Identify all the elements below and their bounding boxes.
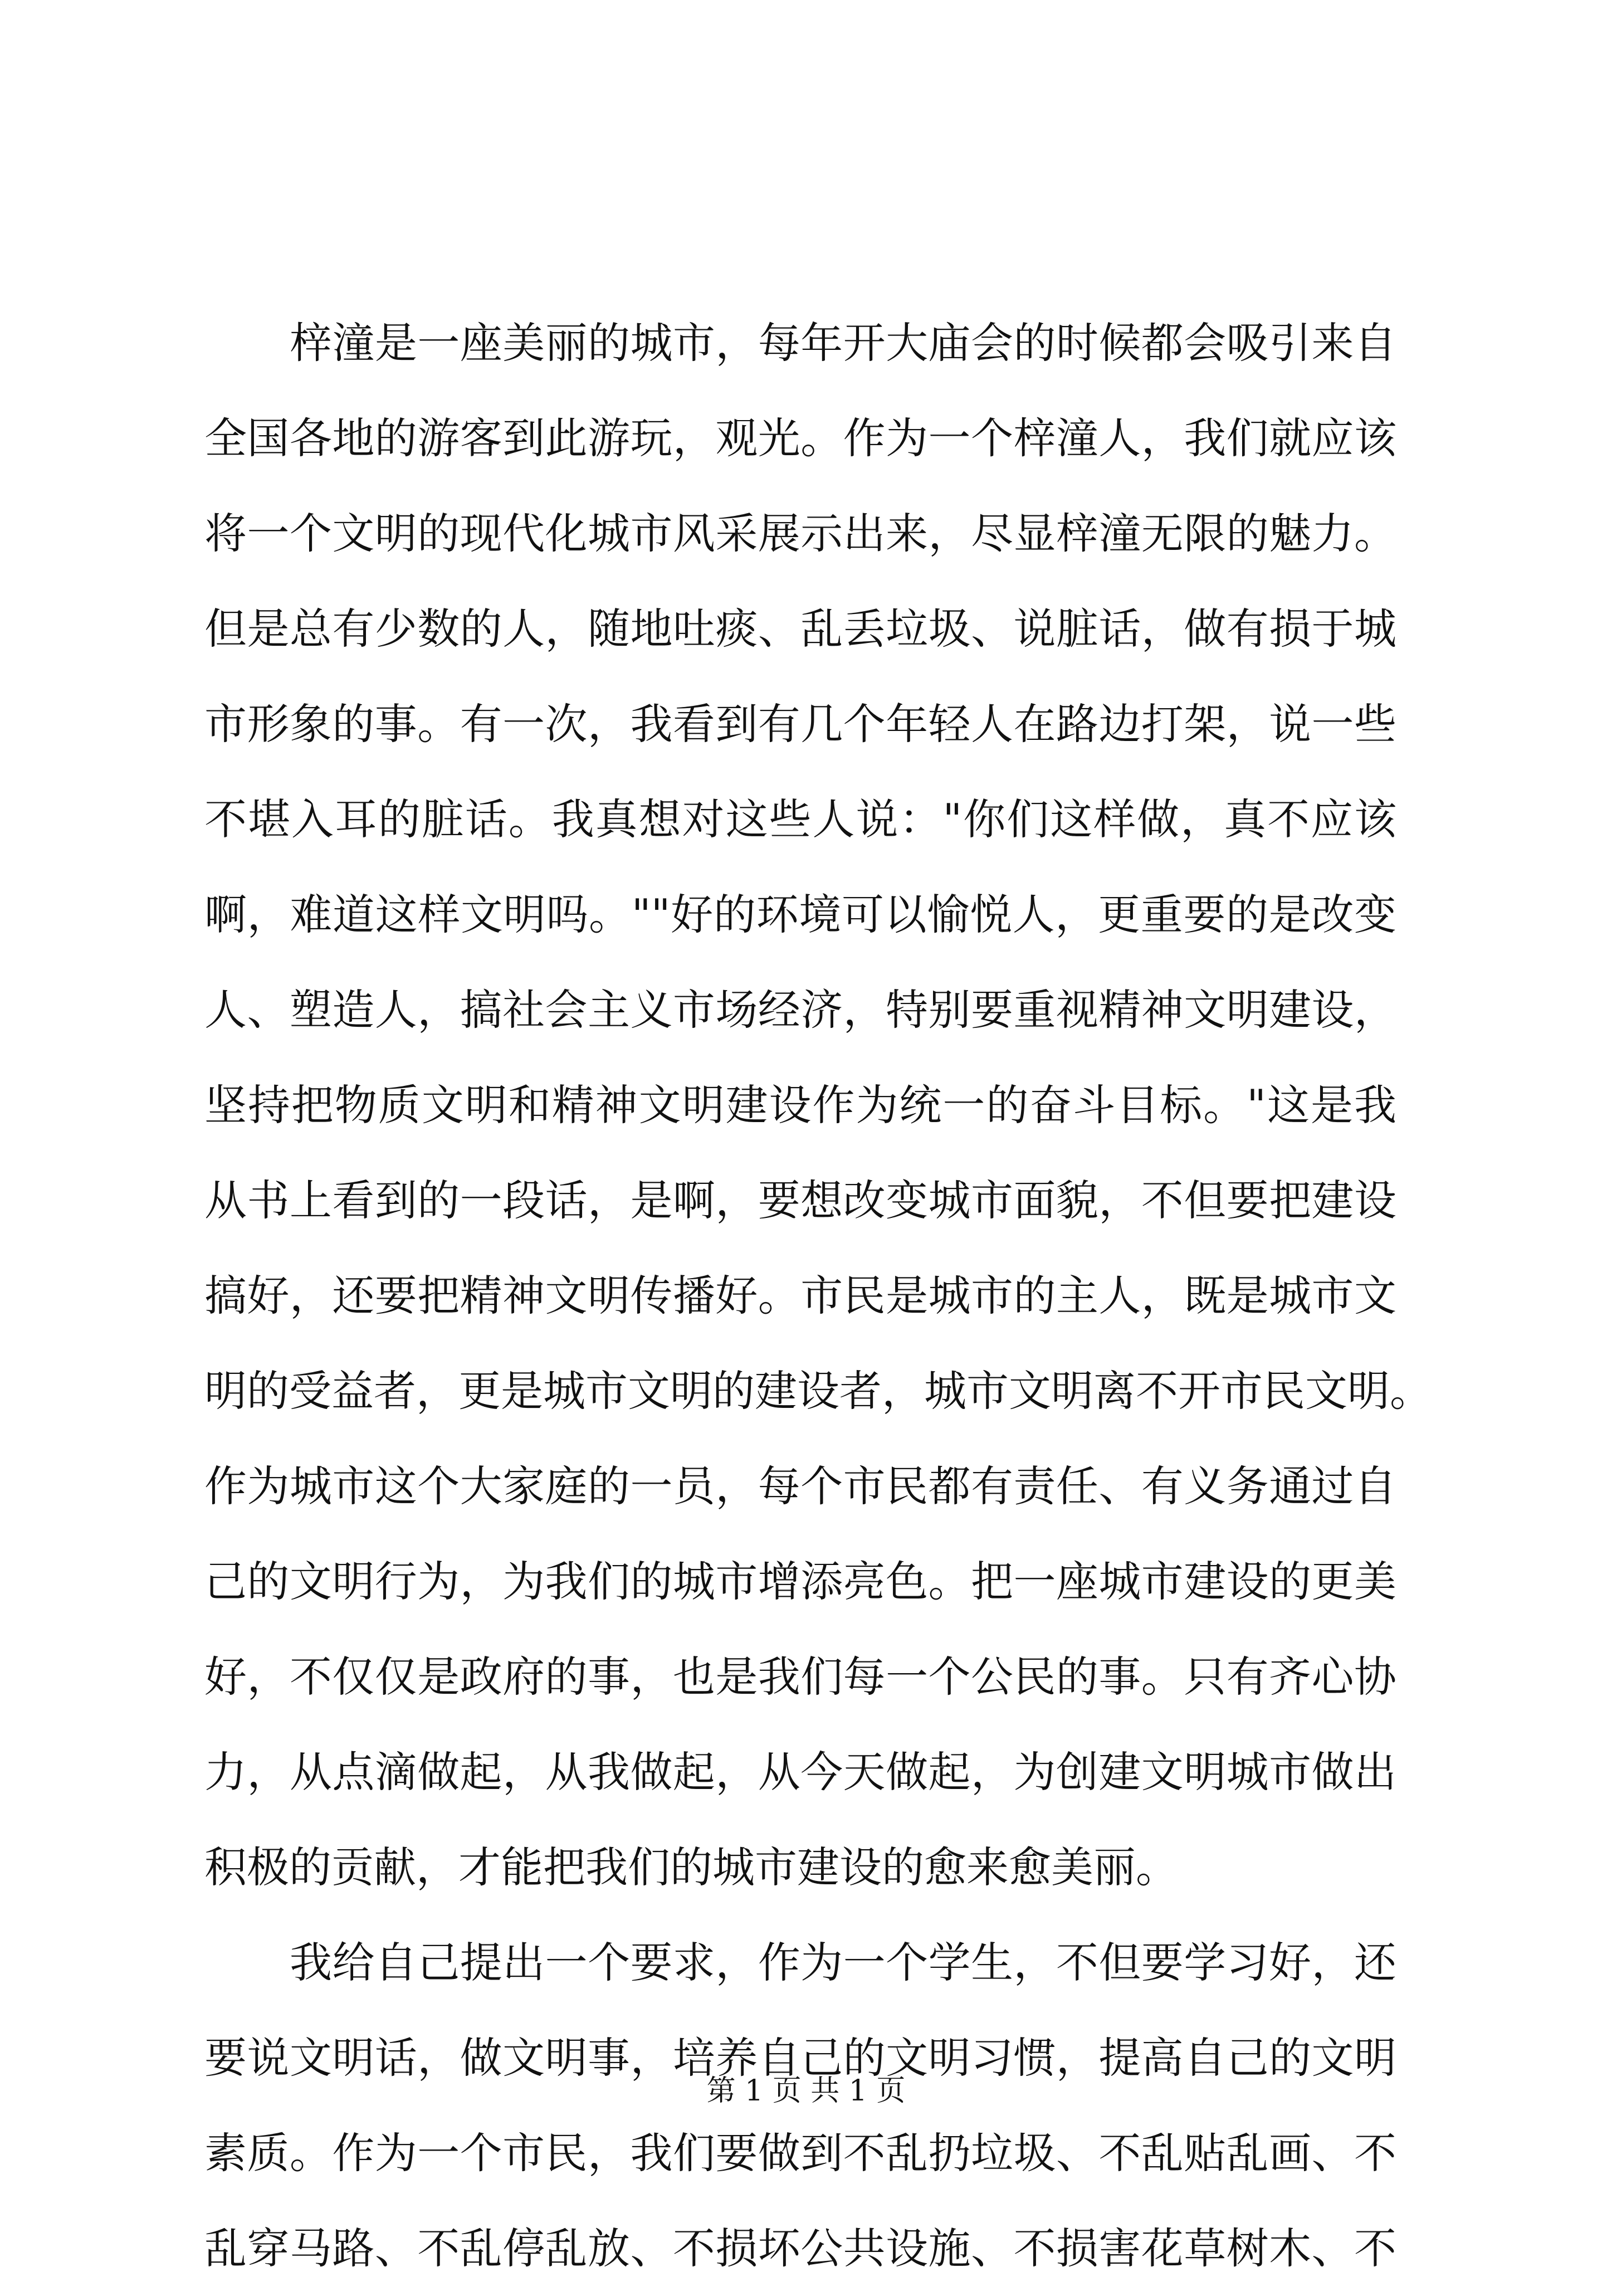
text-line: 全国各地的游客到此游玩，观光。作为一个梓潼人，我们就应该 bbox=[204, 413, 1396, 463]
text-line: 人、塑造人，搞社会主义市场经济，特别要重视精神文明建设， bbox=[204, 985, 1396, 1035]
page-number: 第 1 页 共 1 页 bbox=[706, 2074, 906, 2108]
text-line: 坚持把物质文明和精神文明建设作为统一的奋斗目标。"这是我 bbox=[204, 1080, 1396, 1130]
text-line: 力，从点滴做起，从我做起，从今天做起，为创建文明城市做出 bbox=[204, 1747, 1396, 1797]
text-line: 积极的贡献，才能把我们的城市建设的愈来愈美丽。 bbox=[204, 1842, 1178, 1892]
text-line: 梓潼是一座美丽的城市，每年开大庙会的时候都会吸引来自 bbox=[290, 318, 1396, 368]
text-line: 素质。作为一个市民，我们要做到不乱扔垃圾、不乱贴乱画、不 bbox=[204, 2128, 1396, 2178]
text-line: 不堪入耳的脏话。我真想对这些人说："你们这样做，真不应该 bbox=[204, 794, 1396, 844]
text-line: 好，不仅仅是政府的事，也是我们每一个公民的事。只有齐心协 bbox=[204, 1652, 1396, 1702]
text-line: 己的文明行为，为我们的城市增添亮色。把一座城市建设的更美 bbox=[204, 1557, 1396, 1606]
text-line: 我给自己提出一个要求，作为一个学生，不但要学习好，还 bbox=[290, 1938, 1396, 1987]
text-line: 啊，难道这样文明吗。""好的环境可以愉悦人，更重要的是改变 bbox=[204, 890, 1396, 939]
text-line: 要说文明话，做文明事，培养自己的文明习惯，提高自己的文明 bbox=[204, 2033, 1396, 2083]
text-line: 市形象的事。有一次，我看到有几个年轻人在路边打架，说一些 bbox=[204, 699, 1396, 749]
text-line: 乱穿马路、不乱停乱放、不损坏公共设施、不损害花草树木、不 bbox=[204, 2224, 1396, 2273]
text-line: 将一个文明的现代化城市风采展示出来，尽显梓潼无限的魅力。 bbox=[204, 509, 1396, 558]
text-line: 作为城市这个大家庭的一员，每个市民都有责任、有义务通过自 bbox=[204, 1461, 1396, 1511]
document-body bbox=[204, 295, 1432, 2296]
text-line: 明的受益者，更是城市文明的建设者，城市文明离不开市民文明。 bbox=[204, 1366, 1432, 1416]
text-line: 搞好，还要把精神文明传播好。市民是城市的主人，既是城市文 bbox=[204, 1271, 1396, 1320]
text-line: 但是总有少数的人，随地吐痰、乱丢垃圾、说脏话，做有损于城 bbox=[204, 604, 1396, 654]
text-line: 从书上看到的一段话，是啊，要想改变城市面貌，不但要把建设 bbox=[204, 1176, 1396, 1225]
paragraph bbox=[204, 295, 1432, 1915]
